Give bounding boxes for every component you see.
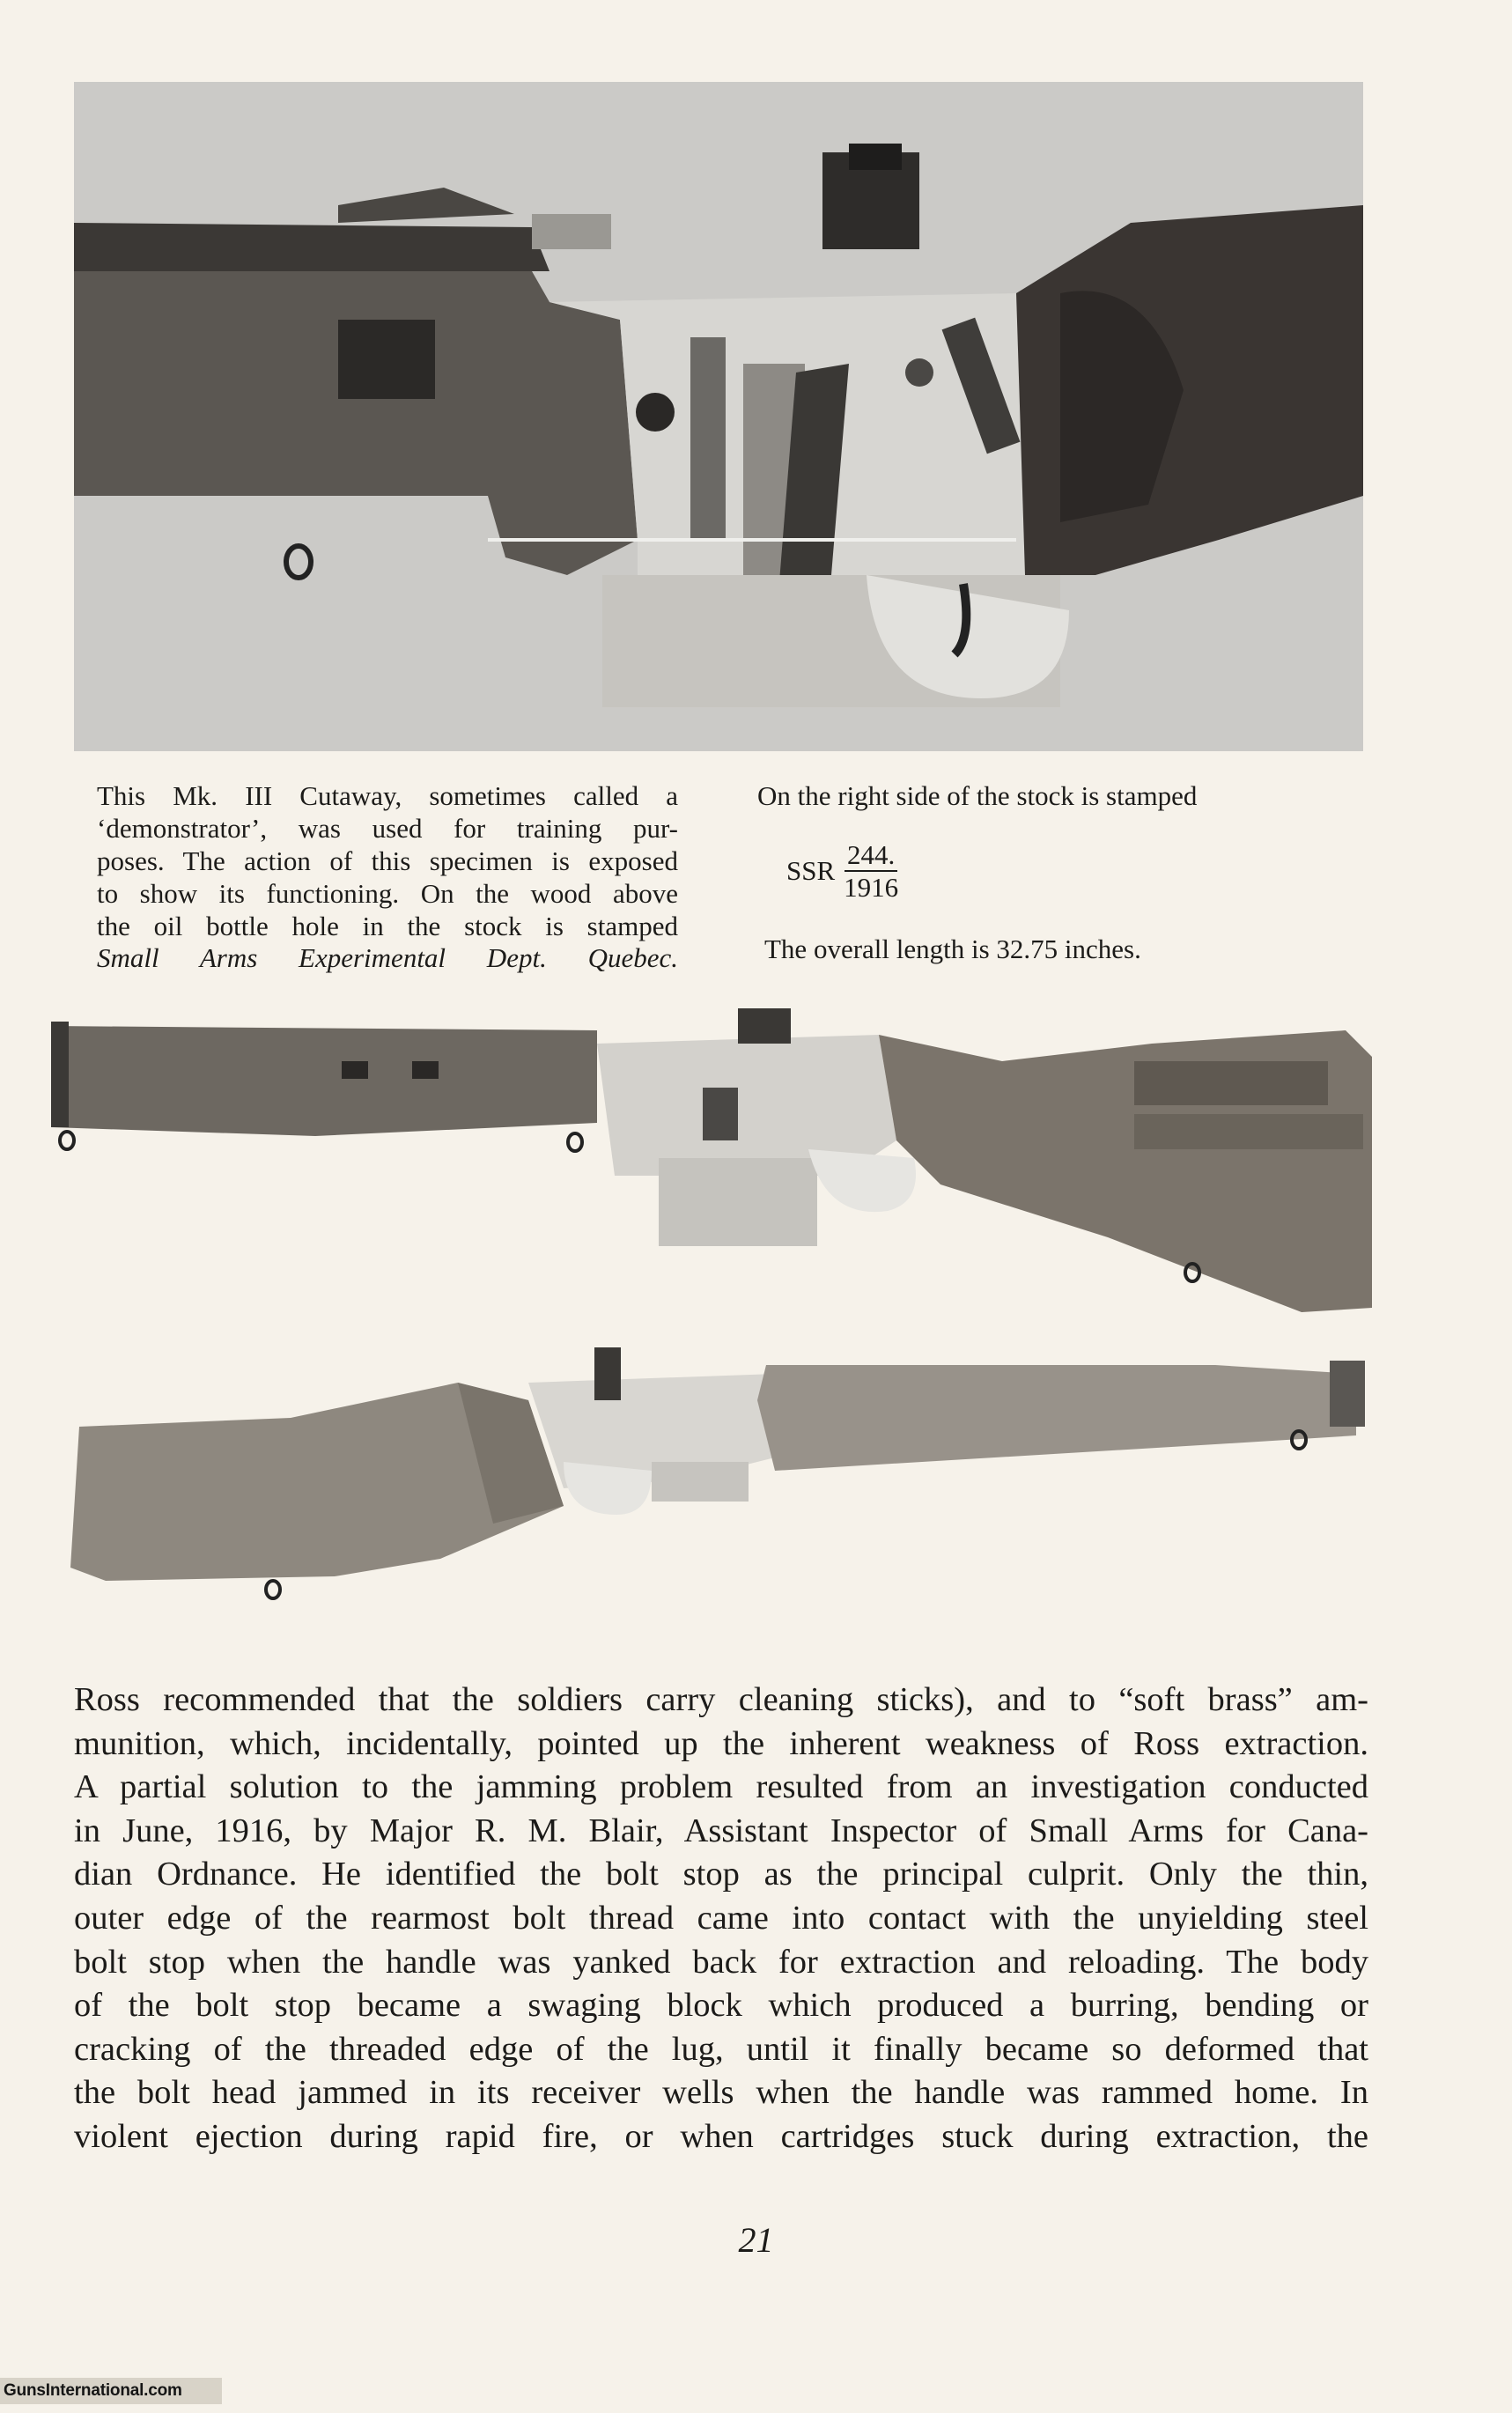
watermark-text: GunsInternational.com: [4, 2381, 182, 2400]
cutaway-rifle-illustration: [74, 82, 1363, 751]
body-line: [74, 2028, 1368, 2072]
body-line-text: violent ejection during rapid fire, or when cartridges stuck during extraction, the: [74, 2117, 1368, 2155]
body-line-text: the bolt head jammed in its receiver wells when the handle was rammed home. In: [74, 2074, 1368, 2112]
body-line-text: cracking of the threaded edge of the lug, until it finally became so deformed that: [74, 2030, 1368, 2068]
rifle-left-illustration: [70, 1347, 1374, 1612]
caption-line: This Mk. III Cutaway, sometimes called a: [97, 780, 678, 811]
body-line-text: dian Ordnance. He identified the bolt stop as the principal culprit. Only the thin,: [74, 1856, 1368, 1893]
photo-mk3-cutaway: [74, 82, 1363, 751]
body-line-text: Ross recommended that the soldiers carry cleaning sticks), and to “soft brass” am-: [74, 1681, 1368, 1718]
caption-line: the oil bottle hole in the stock is stamped: [97, 910, 678, 941]
body-line: [74, 1810, 1368, 1854]
body-line: [74, 2071, 1368, 2115]
caption-line: poses. The action of this specimen is exposed: [97, 845, 678, 876]
caption-line: to show its functioning. On the wood above: [97, 877, 678, 909]
page-number: 21: [738, 2220, 774, 2260]
body-line: [74, 1941, 1368, 1985]
watermark-logo: [0, 2378, 222, 2404]
body-line-text: munition, which, incidentally, pointed up the inherent weakness of Ross extraction.: [74, 1724, 1368, 1762]
stamp-fraction: [844, 841, 898, 901]
body-paragraph: [74, 1679, 1368, 2159]
caption-line-italic: Small Arms Experimental Dept. Quebec.: [97, 942, 678, 974]
stamp-numerator: 244.: [845, 841, 897, 872]
rifle-right-illustration: [51, 1008, 1383, 1321]
body-line-text: outer edge of the rearmost bolt thread came into contact with the unyielding steel: [74, 1899, 1368, 1937]
body-line: [74, 2115, 1368, 2159]
body-line: [74, 1853, 1368, 1897]
caption-cutaway: [97, 780, 678, 975]
body-line-text: bolt stop when the handle was yanked back for extraction and reloading. The body: [74, 1943, 1368, 1981]
stamp-prefix: SSR: [786, 855, 836, 886]
photo-rifle-right-side: [51, 1008, 1383, 1321]
photo-rifle-left-side: [70, 1347, 1374, 1612]
stamp-marking: [786, 841, 898, 901]
caption-stock-stamp: On the right side of the stock is stamped: [757, 780, 1198, 811]
body-line-text: in June, 1916, by Major R. M. Blair, Assistant Inspector of Small Arms for Cana-: [74, 1812, 1368, 1849]
body-line: [74, 1766, 1368, 1810]
body-line: [74, 1723, 1368, 1767]
caption-line: ‘demonstrator’, was used for training pur-: [97, 812, 678, 844]
body-line-text: of the bolt stop became a swaging block which produced a burring, bending or: [74, 1987, 1368, 2025]
stamp-denominator: 1916: [844, 872, 899, 903]
body-line: [74, 1984, 1368, 2028]
caption-overall-length: The overall length is 32.75 inches.: [764, 933, 1141, 964]
body-line-text: A partial solution to the jamming problem resulted from an investigation conducted: [74, 1768, 1368, 1806]
body-line: [74, 1679, 1368, 1723]
body-line: [74, 1897, 1368, 1941]
